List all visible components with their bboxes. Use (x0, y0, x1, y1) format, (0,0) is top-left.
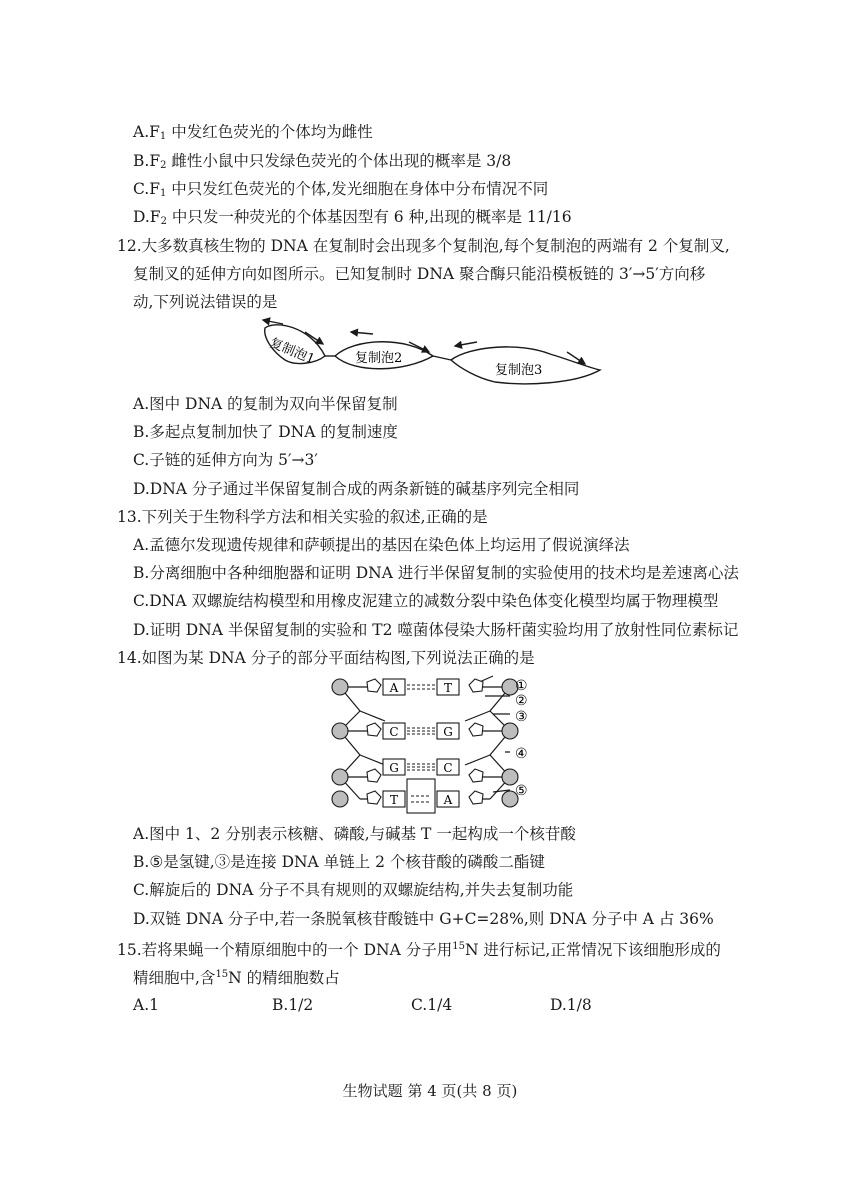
q14-option-d: D.双链 DNA 分子中,若一条脱氧核苷酸链中 G+C=28%,则 DNA 分子中 A 占 36% (133, 910, 714, 928)
q12-stem-line3: 动,下列说法错误的是 (133, 293, 278, 311)
replication-bubble-figure (255, 316, 605, 388)
label-1: ① (515, 678, 528, 694)
base-pair-2-right: G (443, 725, 453, 739)
base-pair-4-left: T (389, 793, 399, 807)
q11-option-a: $A.F_1$ 中发红色荧光的个体均为雌性 (133, 123, 373, 142)
q15-option-c: C.1/4 (411, 996, 453, 1014)
q14-stem: 14.如图为某 DNA 分子的部分平面结构图,下列说法正确的是 (117, 649, 535, 667)
base-pair-1-right: T (443, 681, 453, 695)
q12-option-c: C.子链的延伸方向为 5′→3′ (133, 451, 318, 469)
q15-option-d: D.1/8 (550, 996, 592, 1014)
bubble-3-label: 复制泡3 (495, 363, 543, 378)
q13-option-c: C.DNA 双螺旋结构模型和用橡皮泥建立的减数分裂中染色体变化模型均属于物理模型 (133, 592, 719, 610)
base-pair-4-right: A (443, 793, 453, 807)
bubble-2-label: 复制泡2 (355, 351, 403, 366)
base-pair-2-left: C (389, 725, 399, 739)
q12-option-b: B.多起点复制加快了 DNA 的复制速度 (133, 423, 398, 441)
base-pair-1-left: A (389, 681, 399, 695)
q12-option-d: D.DNA 分子通过半保留复制合成的两条新链的碱基序列完全相同 (133, 480, 580, 498)
q13-option-b: B.分离细胞中各种细胞器和证明 DNA 进行半保留复制的实验使用的技术均是差速离心法 (133, 564, 739, 582)
q11-option-d: $D.F_2$ 中只发一种荧光的个体基因型有 6 种,出现的概率是 11/16 (133, 208, 572, 227)
q14-option-b: B.⑤是氢键,③是连接 DNA 单链上 2 个核苷酸的磷酸二酯键 (133, 853, 545, 871)
q11-option-b: $B.F_2$ 雌性小鼠中只发绿色荧光的个体出现的概率是 3/8 (133, 152, 512, 171)
q12-stem-line1: 12.大多数真核生物的 DNA 在复制时会出现多个复制泡,每个复制泡的两端有 2 个复制叉, (117, 237, 730, 255)
q15-stem-line1: 15.若将果蝇一个精原细胞中的一个 DNA 分子用$^{15}$N 进行标记,正常情况下该细胞形成的 (117, 941, 721, 959)
q15-option-b: B.1/2 (272, 996, 314, 1014)
q13-stem: 13.下列关于生物科学方法和相关实验的叙述,正确的是 (117, 508, 488, 526)
q15-option-a: A.1 (133, 996, 159, 1014)
label-3: ③ (515, 709, 528, 725)
q12-stem-line2: 复制叉的延伸方向如图所示。已知复制时 DNA 聚合酶只能沿模板链的 3′→5′方向移 (133, 265, 706, 283)
q13-option-d: D.证明 DNA 半保留复制的实验和 T2 噬菌体侵染大肠杆菌实验均用了放射性同位素标记 (133, 621, 739, 639)
q15-stem-line2: 精细胞中,含$^{15}$N 的精细胞数占 (133, 969, 340, 987)
bubble-1-label: 复制泡1 (267, 335, 317, 368)
label-5: ⑤ (515, 783, 528, 799)
dna-structure-figure (325, 674, 540, 814)
q14-option-c: C.解旋后的 DNA 分子不具有规则的双螺旋结构,并失去复制功能 (133, 881, 574, 899)
q14-option-a: A.图中 1、2 分别表示核糖、磷酸,与碱基 T 一起构成一个核苷酸 (133, 825, 576, 843)
q12-option-a: A.图中 DNA 的复制为双向半保留复制 (133, 395, 398, 413)
label-4: ④ (515, 746, 528, 762)
q11-option-c: $C.F_1$ 中只发红色荧光的个体,发光细胞在身体中分布情况不同 (133, 180, 549, 199)
page-footer: 生物试题 第 4 页(共 8 页) (342, 1082, 518, 1100)
q13-option-a: A.孟德尔发现遗传规律和萨顿提出的基因在染色体上均运用了假说演绎法 (133, 536, 630, 554)
base-pair-3-left: G (389, 761, 399, 775)
base-pair-3-right: C (443, 761, 453, 775)
label-2: ② (515, 693, 528, 709)
